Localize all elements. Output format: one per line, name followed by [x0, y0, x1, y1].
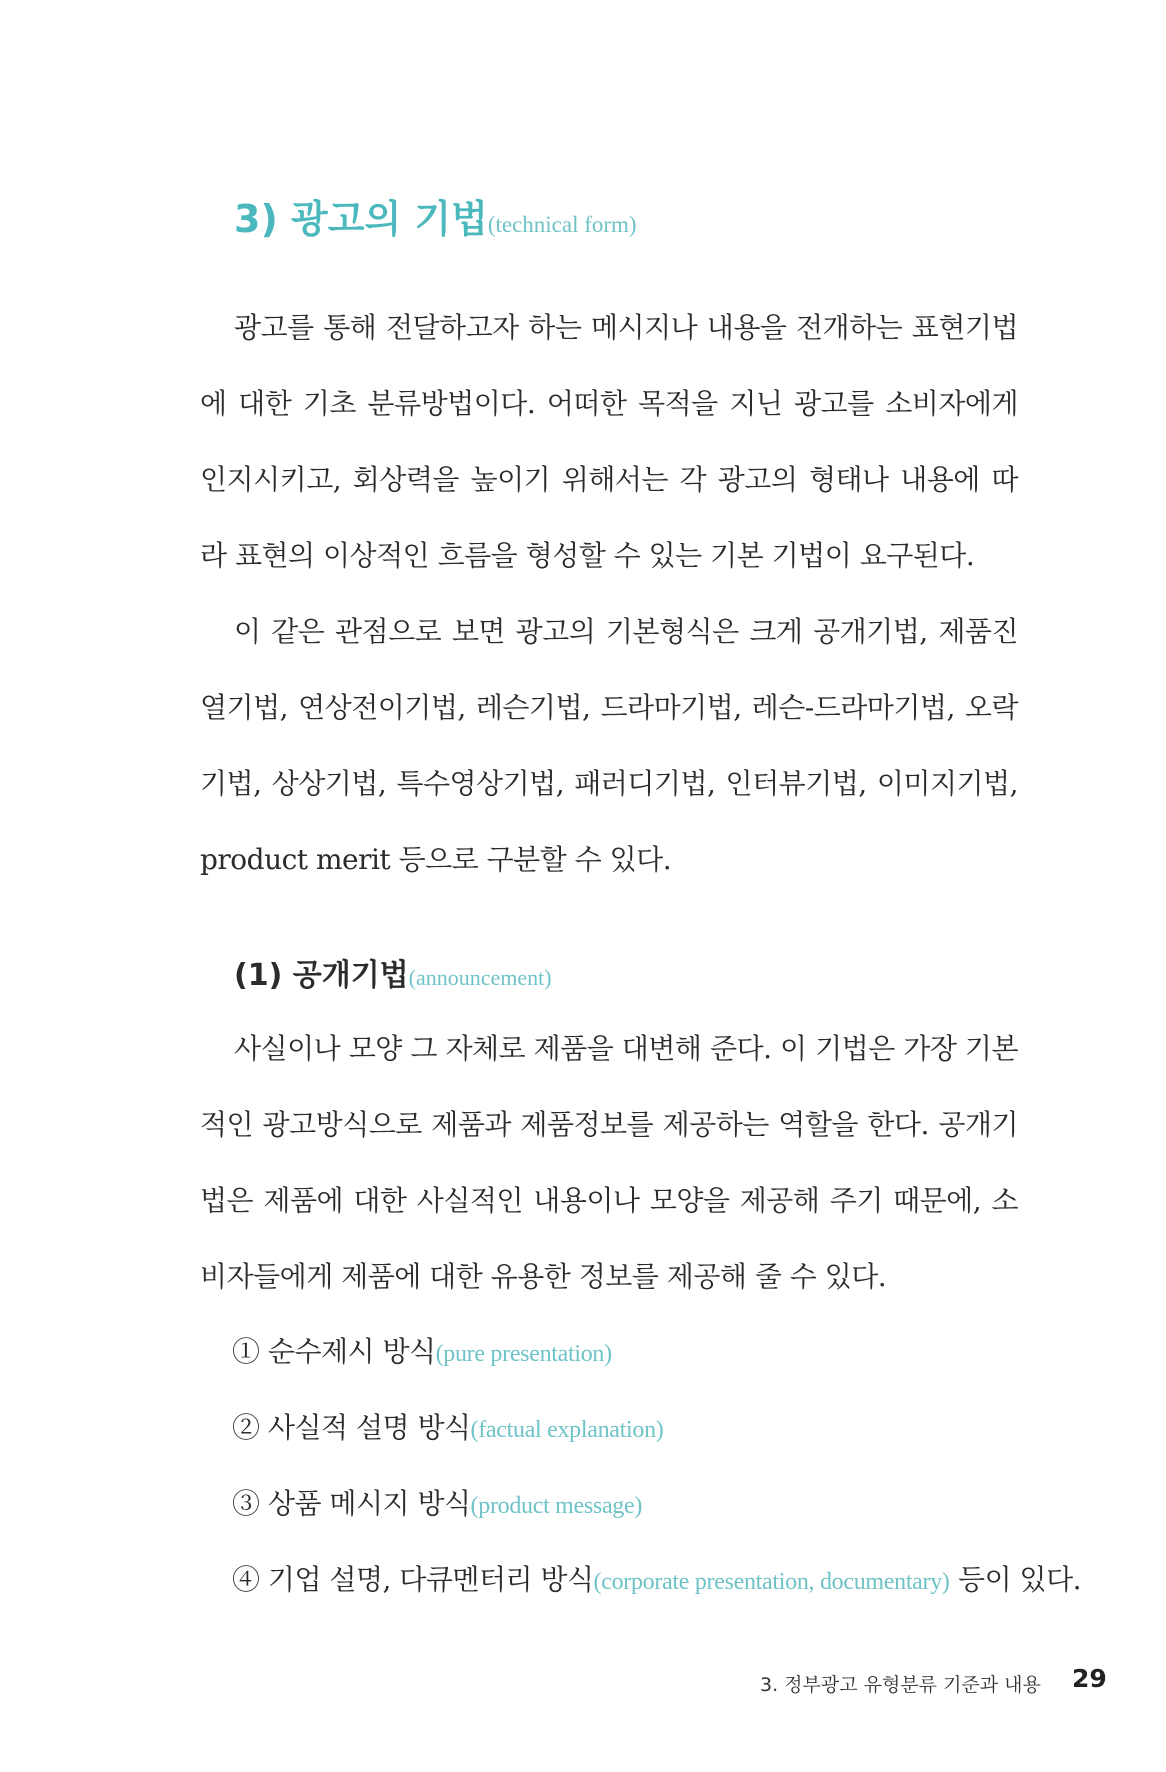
list-item-label: ② 사실적 설명 방식 [232, 1411, 471, 1444]
list-item-label: ③ 상품 메시지 방식 [232, 1487, 471, 1520]
list-item [232, 1558, 1081, 1598]
subsection-heading [234, 950, 552, 994]
list-item [232, 1482, 642, 1522]
list-item-label: ④ 기업 설명, 다큐멘터리 방식 [232, 1563, 594, 1596]
paragraph-text: 이 같은 관점으로 보면 광고의 기본형식은 크게 공개기법, 제품진열기법, 연상전이기법, 레슨기법, 드라마기법, 레슨-드라마기법, 오락기법, 상상기법, 특수영상기법, 패러디기법, 인터뷰기법, 이미지기법, product merit 등으로 구분할 수 있다. [200, 615, 1018, 876]
section-paragraph-2 [200, 594, 1018, 898]
footer-chapter-title: 3. 정부광고 유형분류 기준과 내용 [760, 1674, 1041, 1696]
section-title-english: (technical form) [487, 212, 637, 237]
list-item-english: (factual explanation) [470, 1417, 664, 1443]
subsection-paragraph [200, 1011, 1018, 1315]
section-paragraph-1 [200, 290, 1018, 594]
page-number: 29 [1072, 1664, 1107, 1693]
list-item-label: ① 순수제시 방식 [232, 1335, 436, 1368]
list-item-english: (product message) [470, 1493, 643, 1519]
paragraph-text: 광고를 통해 전달하고자 하는 메시지나 내용을 전개하는 표현기법에 대한 기초 분류방법이다. 어떠한 목적을 지닌 광고를 소비자에게 인지시키고, 회상력을 높이기 위해서는 각 광고의 형태나 내용에 따라 표현의 이상적인 흐름을 형성할 수 있는 기본 기법이 요구된다. [200, 311, 1018, 572]
paragraph-text: 사실이나 모양 그 자체로 제품을 대변해 준다. 이 기법은 가장 기본적인 광고방식으로 제품과 제품정보를 제공하는 역할을 한다. 공개기법은 제품에 대한 사실적인 내용이나 모양을 제공해 주기 때문에, 소비자들에게 제품에 대한 유용한 정보를 제공해 줄 수 있다. [200, 1032, 1018, 1293]
section-heading [234, 188, 637, 243]
list-item [232, 1330, 612, 1370]
subsection-title-english: (announcement) [408, 965, 552, 990]
section-title: 3) 광고의 기법 [234, 197, 488, 241]
list-item-suffix: 등이 있다. [949, 1563, 1082, 1596]
list-item-english: (pure presentation) [435, 1341, 612, 1367]
subsection-title: (1) 공개기법 [234, 958, 409, 993]
list-item [232, 1406, 663, 1446]
list-item-english: (corporate presentation, documentary) [593, 1569, 950, 1595]
